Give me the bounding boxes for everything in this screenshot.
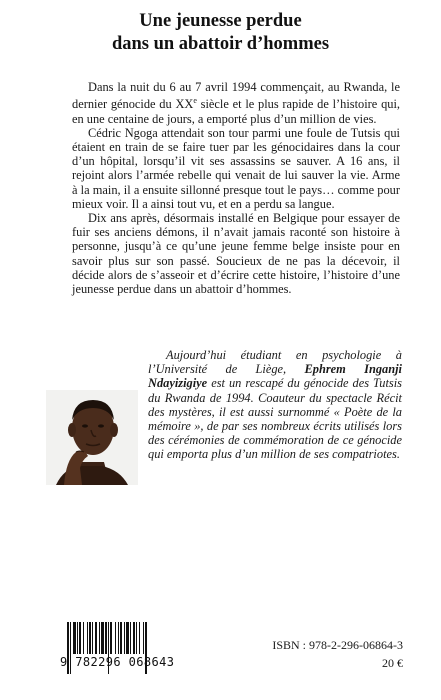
book-title (0, 10, 441, 56)
blurb-paragraph-1-end: siècle et le plus rapide de l’histoire qui, en une centaine de jours, a emporté plus d’un million de vies. (72, 97, 400, 126)
author-name: Ephrem Inganji Ndayizigiye (148, 362, 402, 391)
back-cover-blurb (72, 80, 400, 296)
bio-intro: Aujourd’hui étudiant en psychologie à l’Université de Liège, (148, 348, 402, 377)
bio-body: est un rescapé du génocide des Tutsis du Rwanda de 1994. Coauteur du spectacle Récit des mystères, il est aussi surnommé « Poète de la mémoire », de par ses nombreux écrits utilisés lors des cérémonies de commémoration de ce génocide qui emporta plus d’un million de ses compatriotes. (148, 376, 402, 462)
author-portrait-icon (46, 390, 138, 485)
book-title-line-2: dans un abattoir d’hommes (111, 34, 330, 54)
century-superscript: e (193, 96, 197, 106)
blurb-paragraph-2: Cédric Ngoga attendait son tour parmi une foule de Tutsis qui étaient en train de se faire tuer par les génocidaires dans la cour d’un hôpital, lorsqu’il vit ses assassins se sauver. A 16 ans, il rejoint alors l’armée rebelle qui venait de lui sauver la vie. Arme à la main, il a ensuite sillonné presque tout le pays… comme pour mieux voir. Il a ainsi tout vu, et en a perdu sa langue. (72, 125, 400, 211)
blurb-paragraph-1-start: Dans la nuit du 6 au 7 avril 1994 commençait, au Rwanda, le dernier génocide du XX (72, 80, 400, 112)
blurb-paragraph-1 (72, 80, 400, 126)
author-photo (46, 390, 138, 485)
barcode-number: 9 782296 068643 (60, 655, 175, 669)
book-title-line-1: Une jeunesse perdue (139, 11, 302, 31)
isbn-text: ISBN : 978-2-296-06864-3 (272, 638, 403, 652)
author-biography (148, 348, 402, 462)
blurb-paragraph-3: Dix ans après, désormais installé en Belgique pour essayer de fuir ses anciens démons, il n’avait jamais raconté son histoire à personne, jusqu’à ce qu’une jeune femme belge insiste pour en savoir plus sur son passé. Soucieux de ne pas la décevoir, il décide alors de s’asseoir et d’écrire cette histoire, l’histoire d’une jeunesse perdue dans un abattoir d’hommes. (72, 210, 400, 296)
price: 20 € (382, 656, 403, 670)
author-biography-paragraph (148, 348, 402, 462)
